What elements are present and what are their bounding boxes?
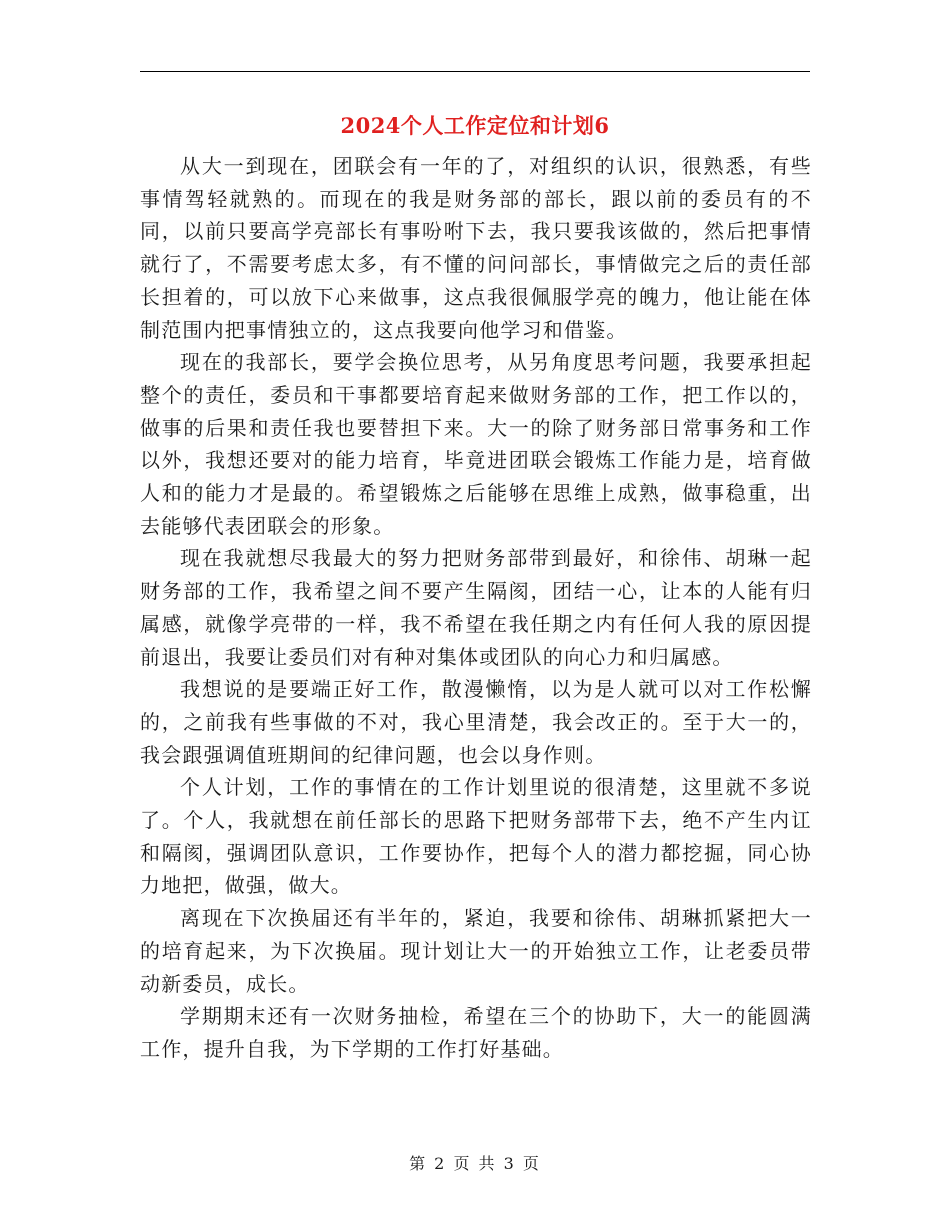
page-number-footer: 第 2 页 共 3 页	[409, 1154, 541, 1173]
document-title: 2024个人工作定位和计划6	[340, 113, 610, 138]
paragraph-7: 学期期末还有一次财务抽检，希望在三个的协助下，大一的能圆满工作，提升自我，为下学期的工作打好基础。	[140, 1004, 812, 1061]
paragraph-5: 个人计划，工作的事情在的工作计划里说的很清楚，这里就不多说了。个人，我就想在前任部长的思路下把财务部带下去，绝不产生内讧和隔阂，强调团队意识，工作要协作，把每个人的潜力都挖掘，同心协力地把，做强，做大。	[140, 775, 812, 898]
document-body	[140, 150, 812, 1066]
paragraph-2: 现在的我部长，要学会换位思考，从另角度思考问题，我要承担起整个的责任，委员和干事都要培育起来做财务部的工作，把工作以的，做事的后果和责任我也要替担下来。大一的除了财务部日常事务和工作以外，我想还要对的能力培育，毕竟进团联会锻炼工作能力是，培育做人和的能力才是最的。希望锻炼之后能够在思维上成熟，做事稳重，出去能够代表团联会的形象。	[140, 350, 812, 538]
paragraph-4: 我想说的是要端正好工作，散漫懒惰，以为是人就可以对工作松懈的，之前我有些事做的不对，我心里清楚，我会改正的。至于大一的，我会跟强调值班期间的纪律问题，也会以身作则。	[140, 677, 812, 767]
paragraph-3: 现在我就想尽我最大的努力把财务部带到最好，和徐伟、胡琳一起财务部的工作，我希望之间不要产生隔阂，团结一心，让本的人能有归属感，就像学亮带的一样，我不希望在我任期之内有任何人我的原因提前退出，我要让委员们对有种对集体或团队的向心力和归属感。	[140, 546, 812, 669]
paragraph-6: 离现在下次换届还有半年的，紧迫，我要和徐伟、胡琳抓紧把大一的培育起来，为下次换届。现计划让大一的开始独立工作，让老委员带动新委员，成长。	[140, 906, 812, 996]
paragraph-1: 从大一到现在，团联会有一年的了，对组织的认识，很熟悉，有些事情驾轻就熟的。而现在的我是财务部的部长，跟以前的委员有的不同，以前只要高学亮部长有事吩咐下去，我只要我该做的，然后把事情就行了，不需要考虑太多，有不懂的问问部长，事情做完之后的责任部长担着的，可以放下心来做事，这点我很佩服学亮的魄力，他让能在体制范围内把事情独立的，这点我要向他学习和借鉴。	[140, 154, 812, 342]
header-rule	[140, 71, 810, 72]
